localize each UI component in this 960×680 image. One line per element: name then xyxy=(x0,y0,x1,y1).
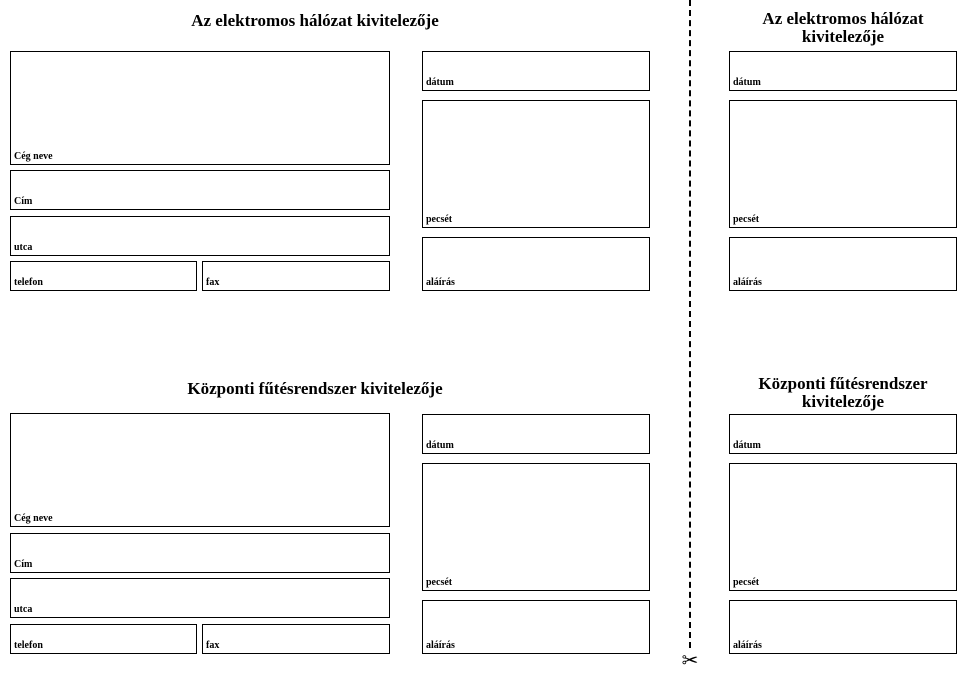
address-field[interactable] xyxy=(10,170,390,210)
section-title: Központi fűtésrendszer kivitelezője xyxy=(187,379,443,398)
stamp-label: pecsét xyxy=(426,214,453,225)
stub-date-field[interactable] xyxy=(729,414,957,454)
section-title: Az elektromos hálózat kivitelezője xyxy=(191,11,439,30)
street-field[interactable] xyxy=(10,216,390,256)
stub-date-label: dátum xyxy=(733,77,761,88)
stub-signature-field[interactable] xyxy=(729,237,957,291)
date-field[interactable] xyxy=(422,51,650,91)
stub-date-label: dátum xyxy=(733,440,761,451)
stub-title-line1: Az elektromos hálózat xyxy=(762,9,924,28)
signature-field[interactable] xyxy=(422,600,650,654)
signature-label: aláírás xyxy=(426,640,455,651)
stamp-label: pecsét xyxy=(426,577,453,588)
street-label: utca xyxy=(14,604,33,615)
phone-label: telefon xyxy=(14,640,43,651)
stub-stamp-label: pecsét xyxy=(733,214,760,225)
signature-field[interactable] xyxy=(422,237,650,291)
signature-label: aláírás xyxy=(426,277,455,288)
street-label: utca xyxy=(14,242,33,253)
company-name-label: Cég neve xyxy=(14,513,53,524)
stub-signature-label: aláírás xyxy=(733,277,762,288)
date-label: dátum xyxy=(426,440,454,451)
stub-title xyxy=(730,375,956,411)
stamp-field[interactable] xyxy=(422,100,650,228)
company-name-label: Cég neve xyxy=(14,151,53,162)
stub-title-line2: kivitelezője xyxy=(801,392,885,411)
date-label: dátum xyxy=(426,77,454,88)
stamp-field[interactable] xyxy=(422,463,650,591)
fax-label: fax xyxy=(206,640,220,651)
address-field[interactable] xyxy=(10,533,390,573)
stub-title xyxy=(730,10,956,46)
company-name-field[interactable] xyxy=(10,51,390,165)
fax-label: fax xyxy=(206,277,220,288)
stub-date-field[interactable] xyxy=(729,51,957,91)
address-label: Cím xyxy=(14,559,33,570)
stub-stamp-field[interactable] xyxy=(729,463,957,591)
fax-field[interactable] xyxy=(202,261,390,291)
stub-title-line2: kivitelezője xyxy=(801,27,885,46)
stub-title-line1: Központi fűtésrendszer xyxy=(758,374,928,393)
stub-stamp-label: pecsét xyxy=(733,577,760,588)
cut-line xyxy=(689,0,691,648)
phone-field[interactable] xyxy=(10,624,197,654)
scissors-icon: ✂ xyxy=(681,648,699,672)
address-label: Cím xyxy=(14,196,33,207)
fax-field[interactable] xyxy=(202,624,390,654)
date-field[interactable] xyxy=(422,414,650,454)
stub-signature-label: aláírás xyxy=(733,640,762,651)
street-field[interactable] xyxy=(10,578,390,618)
phone-label: telefon xyxy=(14,277,43,288)
stub-stamp-field[interactable] xyxy=(729,100,957,228)
phone-field[interactable] xyxy=(10,261,197,291)
stub-signature-field[interactable] xyxy=(729,600,957,654)
company-name-field[interactable] xyxy=(10,413,390,527)
